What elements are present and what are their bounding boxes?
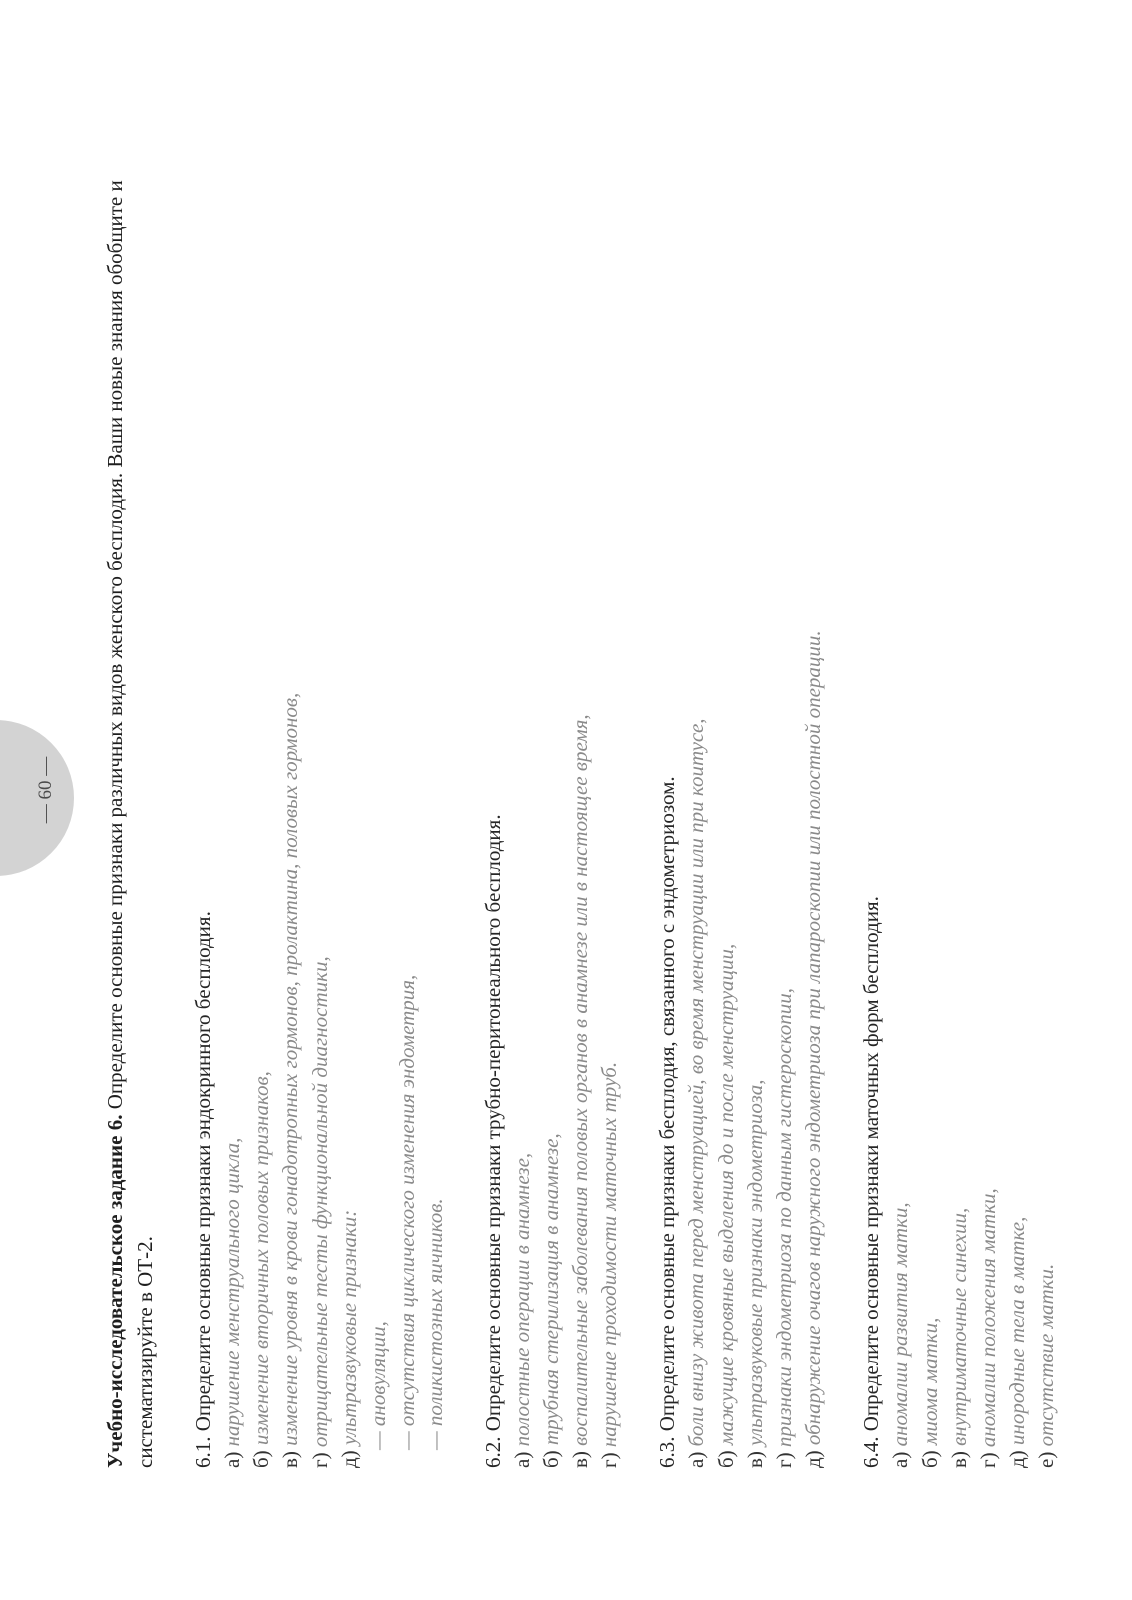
- item-text: изменение уровня в крови гонадотропных гормонов, пролактина, половых гормонов,: [278, 692, 303, 1446]
- item-marker: в): [946, 1451, 971, 1468]
- item-marker: г): [771, 1452, 796, 1468]
- assignment-intro: [100, 148, 160, 1468]
- item-text: полостные операции в анамнезе,: [509, 1152, 534, 1447]
- item-text: нарушение проходимости маточных труб.: [597, 1061, 622, 1448]
- item-marker: б): [713, 1450, 738, 1468]
- section-heading: 6.1. Определите основные признаки эндокринного бесплодия.: [191, 911, 215, 1468]
- item-text: ультразвуковые признаки:: [336, 1209, 361, 1446]
- item-marker: б): [917, 1450, 942, 1468]
- item-text: отрицательные тесты функциональной диагностики,: [307, 956, 332, 1448]
- item-text: воспалительные заболевания половых органов в анамнезе или в настоящее время,: [567, 714, 592, 1446]
- list-item: [508, 148, 537, 1468]
- list-item: [247, 148, 276, 1468]
- item-marker: г): [597, 1452, 622, 1468]
- section-heading: 6.2. Определите основные признаки трубно-перитонеального бесплодия.: [480, 814, 505, 1468]
- item-text: боли внизу живота перед менструацией, во время менструации или при коитусе,: [684, 718, 709, 1447]
- item-text: инородные тела в матке,: [1005, 1216, 1030, 1446]
- item-text: нарушение менструального цикла,: [220, 1137, 244, 1447]
- list-item: [682, 148, 711, 1468]
- list-item: [306, 148, 335, 1468]
- item-marker: в): [567, 1451, 592, 1468]
- list-item: [916, 148, 945, 1468]
- item-text: аномалии положения матки,: [975, 1188, 1000, 1448]
- item-marker: д): [801, 1450, 826, 1468]
- sub-list-item: — поликистозных яичников.: [423, 1198, 448, 1450]
- list-item: [276, 148, 305, 1468]
- sub-list-item: — отсутствия циклического изменения эндометрия,: [394, 974, 419, 1450]
- list-item: [566, 148, 595, 1468]
- item-text: аномалии развития матки,: [888, 1202, 913, 1447]
- list-item: [595, 148, 624, 1468]
- item-marker: а): [888, 1451, 913, 1468]
- item-marker: в): [742, 1451, 767, 1468]
- item-marker: а): [509, 1451, 534, 1468]
- section-heading: 6.3. Определите основные признаки бесплодия, связанного с эндометриозом.: [655, 776, 680, 1468]
- section-6-3: [652, 148, 828, 1468]
- list-item: [945, 148, 974, 1468]
- list-item: [974, 148, 1003, 1468]
- list-item: [218, 148, 247, 1468]
- list-item: [741, 148, 770, 1468]
- page-number: — 60 —: [35, 756, 56, 824]
- list-item: [1032, 148, 1061, 1468]
- item-marker: е): [1034, 1451, 1059, 1468]
- assignment-title: Учебно-исследовательское задание 6.: [103, 1114, 127, 1468]
- section-6-4: [856, 148, 1061, 1468]
- item-text: трубная стерилизация в анамнезе,: [538, 1133, 563, 1446]
- item-text: отсутствие матки.: [1034, 1263, 1059, 1447]
- item-marker: б): [538, 1450, 563, 1468]
- item-text: миома матки,: [917, 1317, 942, 1446]
- list-item: [770, 148, 799, 1468]
- section-6-2: [478, 148, 625, 1468]
- item-marker: а): [220, 1451, 244, 1468]
- item-marker: а): [684, 1451, 709, 1468]
- list-item: [886, 148, 915, 1468]
- item-marker: д): [1005, 1450, 1030, 1468]
- item-text: признаки эндометриоза по данным гистероскопии,: [771, 988, 796, 1448]
- item-marker: д): [336, 1450, 361, 1468]
- document-content: [100, 148, 1059, 1468]
- sub-list-item: — ановуляции,: [366, 1321, 391, 1450]
- list-item: [537, 148, 566, 1468]
- list-item: [712, 148, 741, 1468]
- item-marker: г): [307, 1452, 332, 1468]
- section-heading: 6.4. Определите основные признаки маточных форм бесплодия.: [859, 896, 884, 1468]
- list-item: [799, 148, 828, 1468]
- item-text: внутриматочные синехии,: [946, 1207, 971, 1446]
- item-text: ультразвуковые признаки эндометриоза,: [742, 1079, 767, 1446]
- assignment-text: Определите основные признаки различных видов женского бесплодия. Ваши новые знания обобщите и систематизируйте в ОТ-2.: [103, 180, 157, 1468]
- list-item: [335, 148, 364, 1468]
- section-6-1: [188, 148, 450, 1468]
- item-marker: г): [975, 1452, 1000, 1468]
- item-text: мажущие кровяные выделения до и после менструации,: [713, 943, 738, 1446]
- item-marker: б): [249, 1450, 274, 1468]
- item-text: обнаружение очагов наружного эндометриоза при лапароскопии или полостной операции.: [801, 630, 826, 1446]
- item-text: изменение вторичных половых признаков,: [249, 1071, 274, 1446]
- item-marker: в): [278, 1451, 303, 1468]
- list-item: [1003, 148, 1032, 1468]
